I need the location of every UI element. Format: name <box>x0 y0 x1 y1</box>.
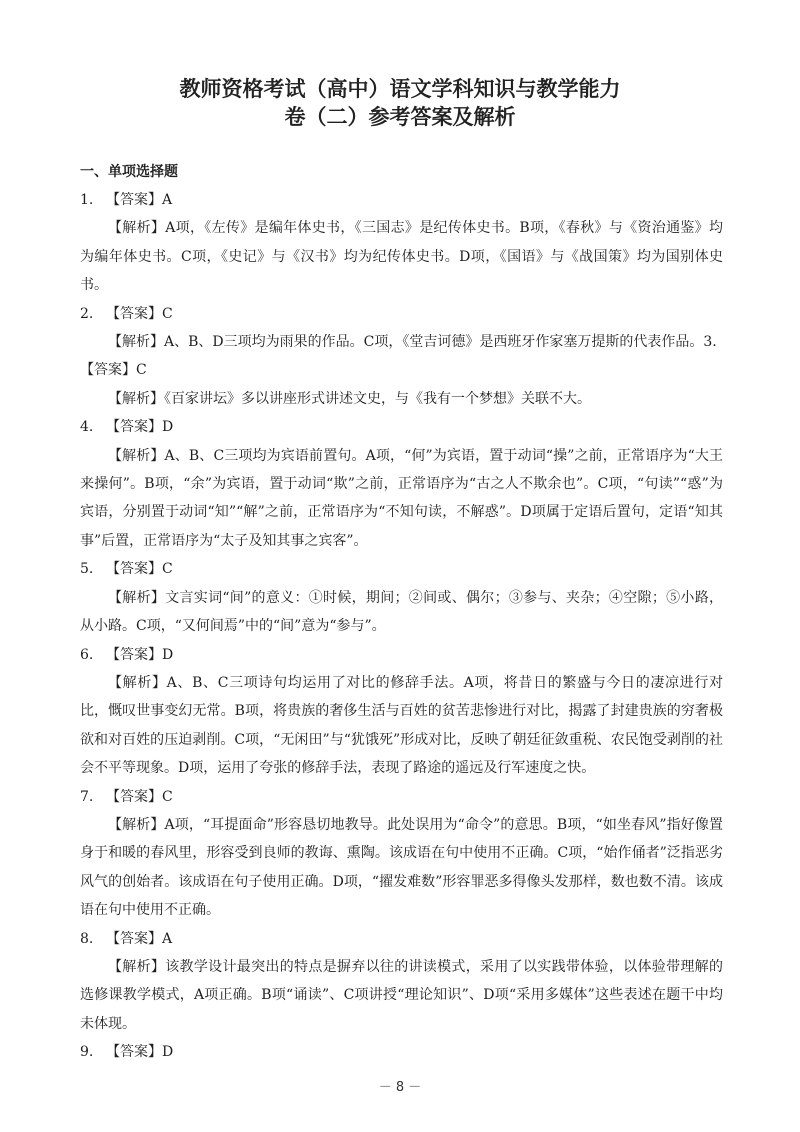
question-number: 4. <box>80 419 94 436</box>
document-title: 教师资格考试（高中）语文学科知识与教学能力 <box>179 77 621 101</box>
answer-text: 【答案】C <box>106 788 173 805</box>
question-7-answer <box>80 783 723 811</box>
question-9-answer <box>80 1038 723 1066</box>
question-1-explanation: 【解析】A项，《左传》是编年体史书，《三国志》是纪传体史书。B项，《春秋》与《资治通鉴》均为编年体史书。C项，《史记》与《汉书》均为纪传体史书。D项，《国语》与《战国策》均为国别体史书。 <box>80 220 723 294</box>
question-number: 6. <box>80 646 94 663</box>
question-8-explanation: 【解析】该教学设计最突出的特点是摒弃以往的讲读模式，采用了以实践带体验，以体验带理解的选修课教学模式，A项正确。B项“诵读”、C项讲授“理论知识”、D项“采用多媒体”这些表述在题干中均未体现。 <box>80 958 723 1032</box>
question-number: 1. <box>80 192 94 208</box>
question-2-explanation: 【解析】A、B、D三项均为雨果的作品。C项，《堂吉诃德》是西班牙作家塞万提斯的代表作品。3. <box>108 334 717 351</box>
question-number: 5. <box>80 561 94 578</box>
question-3-explanation: 【解析】《百家讲坛》多以讲座形式讲述文史，与《我有一个梦想》关联不大。 <box>108 390 591 407</box>
answer-text: 【答案】A <box>106 192 173 208</box>
question-5-explanation: 【解析】文言实词“间”的意义：①时候，期间；②间或、偶尔；③参与、夹杂；④空隙；⑤小路，从小路。C项，“又何间焉”中的“间”意为“参与”。 <box>80 589 723 635</box>
question-6-explanation: 【解析】A、B、C三项诗句均运用了对比的修辞手法。A项，将昔日的繁盛与今日的凄凉进行对比，慨叹世事变幻无常。B项，将贵族的奢侈生活与百姓的贫苦悲惨进行对比，揭露了封建贵族的穷奢极欲和对百姓的压迫剥削。C项，“无闲田”与“犹饿死”形成对比，反映了朝廷征敛重税、农民饱受剥削的社会不平等现象。D项，运用了夸张的修辞手法，表现了路途的遥远及行军速度之快。 <box>80 674 723 777</box>
question-3-answer: 【答案】C <box>80 362 147 379</box>
question-number: 7. <box>80 788 94 805</box>
question-number: 9. <box>80 1044 94 1061</box>
answer-text: 【答案】C <box>106 561 173 578</box>
answer-list <box>80 186 723 1067</box>
answer-text: 【答案】A <box>106 930 173 947</box>
question-4-answer <box>80 413 723 441</box>
section-heading: 一、单项选择题 <box>80 164 178 180</box>
question-1-answer <box>80 186 723 214</box>
document-subtitle: 卷（二）参考答案及解析 <box>284 105 516 129</box>
question-5-answer <box>80 555 723 583</box>
question-2-answer <box>80 300 723 328</box>
answer-text: 【答案】D <box>106 419 174 436</box>
answer-text: 【答案】D <box>106 1044 174 1061</box>
question-number: 8. <box>80 930 94 947</box>
question-6-answer <box>80 641 723 669</box>
answer-text: 【答案】D <box>106 646 174 663</box>
question-7-explanation: 【解析】A项，“耳提面命”形容恳切地教导。此处误用为“命令”的意思。B项，“如坐春风”指好像置身于和暖的春风里，形容受到良师的教诲、熏陶。该成语在句中使用不正确。C项，“始作俑者”泛指恶劣风气的创始者。该成语在句子使用正确。D项，“擢发难数”形容罪恶多得像头发那样，数也数不清。该成语在句中使用不正确。 <box>80 816 723 919</box>
question-8-answer <box>80 925 723 953</box>
page-number: － 8 － <box>378 1080 422 1095</box>
question-number: 2. <box>80 305 94 322</box>
answer-text: 【答案】C <box>106 305 173 322</box>
question-4-explanation: 【解析】A、B、C三项均为宾语前置句。A项，“何”为宾语，置于动词“操”之前，正常语序为“大王来操何”。B项，“余”为宾语，置于动词“欺”之前，正常语序为“古之人不欺余也”。C项，“句读”“惑”为宾语，分别置于动词“知”“解”之前，正常语序为“不知句读，不解惑”。D项属于定语后置句，定语“知其事”后置，正常语序为“太子及知其事之宾客”。 <box>80 447 723 549</box>
